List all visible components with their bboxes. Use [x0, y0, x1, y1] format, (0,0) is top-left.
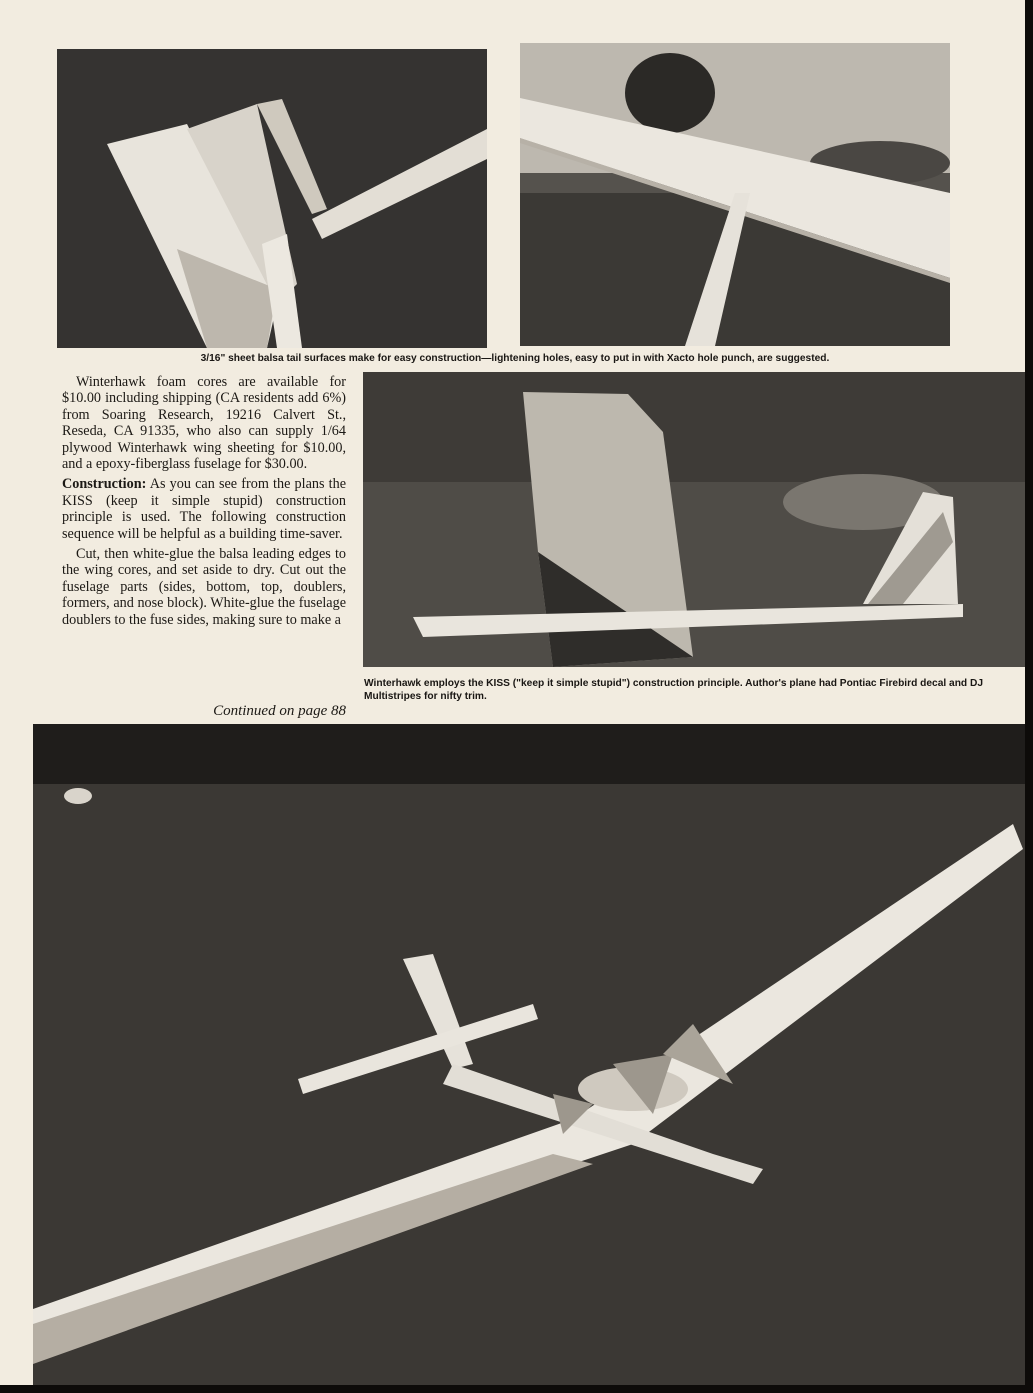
glider-on-grass-image: [33, 724, 1025, 1385]
caption-kiss-glider: Winterhawk employs the KISS ("keep it simple stupid") construction principle. Author's plane had Pontiac Firebird decal and DJ Multistripes for nifty trim.: [364, 678, 984, 702]
continued-on-page: Continued on page 88: [213, 703, 346, 719]
article-paragraph-construction: [62, 476, 346, 542]
photo-glider-on-grass: [33, 724, 1025, 1385]
photo-tail-surfaces: [57, 49, 487, 348]
article-column: [62, 374, 346, 632]
construction-heading: Construction:: [62, 476, 147, 493]
caption-tail-surfaces: 3/16" sheet balsa tail surfaces make for easy construction—lightening holes, easy to put in with Xacto hole punch, are suggested.: [200, 353, 830, 364]
tail-surfaces-image: [57, 49, 487, 348]
construction-text: As you can see from the plans the KISS (keep it simple stupid) construction principle is used. The following construction sequence will be helpful as a building time-saver.: [62, 476, 346, 542]
kiss-glider-image: [363, 372, 1025, 667]
wing-outdoors-image: [520, 43, 950, 346]
photo-kiss-glider: [363, 372, 1025, 667]
photo-wing-outdoors: [520, 43, 950, 346]
article-paragraph-availability: Winterhawk foam cores are available for $10.00 including shipping (CA residents add 6%) from Soaring Research, 19216 Calvert St., Reseda, CA 91335, who also can supply 1/64 plywood Winterhawk wing sheeting for $10.00, and a epoxy-fiberglass fuselage for $30.00.: [62, 374, 346, 473]
article-paragraph-steps: Cut, then white-glue the balsa leading edges to the wing cores, and set aside to dry. Cut out the fuselage parts (sides, bottom, top, doublers, formers, and nose block). White-glue the fuselage doublers to the fuse sides, making sure to make a: [62, 546, 346, 628]
